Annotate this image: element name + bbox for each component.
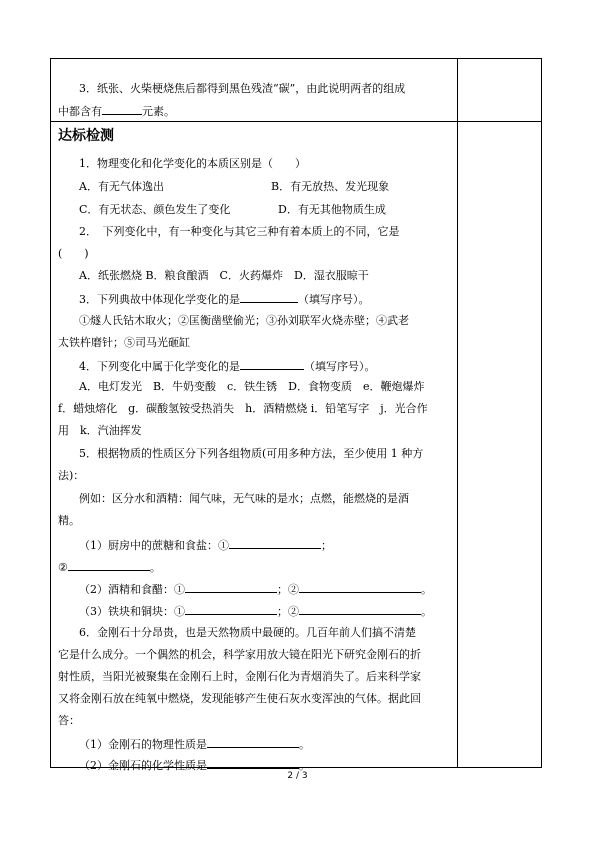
column-divider [457, 59, 458, 767]
q1-option-b: B．有无放热、发光现象 [271, 180, 390, 193]
answer-blank[interactable] [299, 603, 421, 615]
question-2: 2． 下列变化中，有一种变化与其它三种有着本质上的不同，它是 [79, 225, 400, 238]
answer-blank[interactable] [229, 537, 321, 549]
q5-item-1-second: ② 。 [58, 561, 161, 574]
q6-sub-1: （1）金刚石的物理性质是 。 [79, 738, 310, 751]
q4-line1: A．电灯发光 B．牛奶变酸 c．铁生锈 D．食物变质 e．鞭炮爆炸 [79, 380, 425, 393]
row-divider [51, 121, 457, 122]
question-6-line4: 又将金刚石放在纯氧中燃烧，发现能够产生使石灰水变浑浊的气体。据此回 [58, 692, 421, 705]
worksheet-table [50, 58, 542, 772]
section-heading: 达标检测 [58, 128, 114, 144]
item-3-line2: 中都含有 元素。 [58, 105, 175, 118]
q5-item-2: （2）酒精和食醋：① ；② 。 [79, 583, 432, 596]
q5-item-1: （1）厨房中的蔗糖和食盐：① ； [79, 539, 332, 552]
q4-line3: 用 k．汽油挥发 [58, 424, 142, 437]
question-5-line2: 法)： [58, 469, 85, 482]
question-6-line5: 答： [58, 714, 80, 727]
question-6-line2: 它是什么成分。一个偶然的机会，科学家用放大镜在阳光下研究金刚石的折 [58, 648, 421, 661]
q5-example-line2: 精。 [58, 514, 80, 527]
question-3: 3．下列典故中体现化学变化的是 （填写序号）。 [79, 293, 370, 306]
q1-option-d: D．有无其他物质生成 [278, 203, 386, 216]
question-2-paren: ( ) [58, 247, 89, 260]
question-1: 1．物理变化和化学变化的本质区别是（ ） [79, 157, 306, 170]
question-6-line3: 射性质，当阳光被聚集在金刚石上时，金刚石化为青烟消失了。后来科学家 [58, 670, 421, 683]
answer-blank[interactable] [240, 358, 304, 370]
answer-blank[interactable] [68, 559, 150, 571]
question-6-line1: 6．金刚石十分昂贵，也是天然物质中最硬的。几百年前人们搞不清楚 [79, 626, 416, 639]
q5-item-3: （3）铁块和铜块：① ；② 。 [79, 605, 432, 618]
answer-blank[interactable] [299, 581, 421, 593]
answer-blank[interactable] [102, 103, 142, 115]
q4-line2: f．蜡烛熔化 g．碳酸氢铵受热消失 h．酒精燃烧 i．铅笔写字 j．光合作 [58, 402, 428, 415]
q3-line1: ①燧人氏钻木取火；②匡衡凿壁偷光；③孙刘联军火烧赤壁；④武老 [79, 314, 409, 327]
row-divider-right [457, 121, 541, 122]
answer-blank[interactable] [207, 757, 299, 769]
page-number: 2 / 3 [287, 771, 308, 781]
q6-sub-2: （2）金刚石的化学性质是 。 [79, 759, 310, 772]
question-5-line1: 5．根据物质的性质区分下列各组物质(可用多种方法，至少使用 1 种方 [79, 447, 424, 460]
answer-blank[interactable] [185, 603, 277, 615]
q5-example-line1: 例如：区分水和酒精：闻气味，无气味的是水；点燃，能燃烧的是酒 [79, 492, 409, 505]
answer-blank[interactable] [185, 581, 277, 593]
q3-line2: 太铁杵磨针；⑤司马光砸缸 [58, 336, 190, 349]
q2-options: A．纸张燃烧 B．粮食酿酒 C．火药爆炸 D．湿衣服晾干 [79, 269, 369, 282]
item-3-line1: 3．纸张、火柴梗烧焦后都得到黑色残渣“碳”，由此说明两者的组成 [79, 82, 406, 95]
q1-option-c: C．有无状态、颜色发生了变化 [79, 203, 231, 216]
question-4: 4．下列变化中属于化学变化的是 （填写序号）。 [79, 360, 376, 373]
answer-blank[interactable] [207, 736, 299, 748]
answer-blank[interactable] [240, 291, 298, 303]
q1-option-a: A．有无气体逸出 [79, 180, 164, 193]
